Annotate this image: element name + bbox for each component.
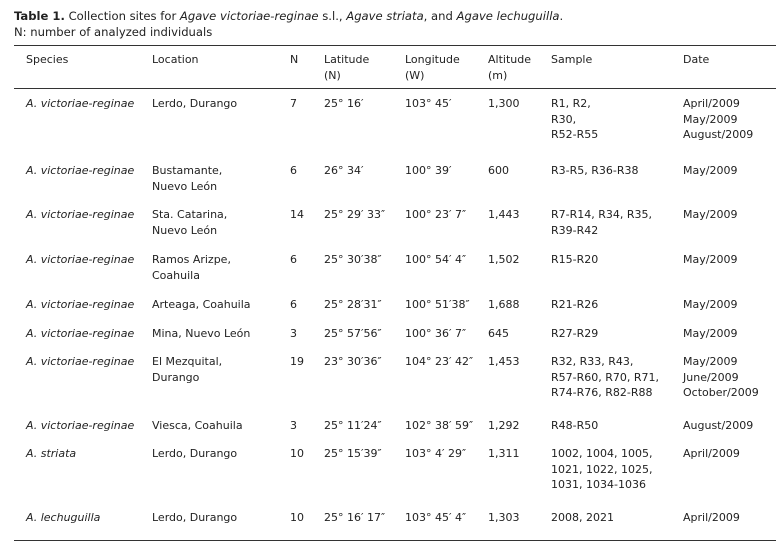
cell-latitude: 25° 11′24″ (324, 419, 382, 432)
cell-sample: R27-R29 (551, 327, 599, 340)
header-altitude: Altitude (m) (488, 53, 531, 82)
cell-date: April/2009 (683, 447, 740, 460)
cell-altitude: 1,300 (488, 97, 520, 110)
cell-location: El Mezquital, Durango (152, 355, 223, 384)
cell-species: A. victoriae-reginae (26, 355, 135, 368)
cell-altitude: 1,292 (488, 419, 520, 432)
cell-n: 7 (290, 97, 297, 110)
cell-location: Mina, Nuevo León (152, 327, 251, 340)
cell-latitude: 25° 30′38″ (324, 253, 382, 266)
cell-longitude: 103° 45′ (405, 97, 452, 110)
cell-sample: R32, R33, R43, R57-R60, R70, R71, R74-R76, R82-R88 (551, 355, 660, 399)
cell-latitude: 25° 16′ 17″ (324, 511, 386, 524)
cell-location: Bustamante, Nuevo León (152, 164, 223, 193)
cell-latitude: 25° 15′39″ (324, 447, 382, 460)
cell-altitude: 1,502 (488, 253, 520, 266)
cell-longitude: 104° 23′ 42″ (405, 355, 474, 368)
table-caption (14, 8, 563, 40)
cell-sample: R7-R14, R34, R35, R39-R42 (551, 208, 653, 237)
caption-text: s.l., (318, 9, 347, 23)
top-rule (14, 45, 776, 46)
cell-altitude: 1,303 (488, 511, 520, 524)
cell-species: A. striata (26, 447, 77, 460)
cell-latitude: 26° 34′ (324, 164, 364, 177)
cell-longitude: 100° 39′ (405, 164, 452, 177)
cell-altitude: 1,443 (488, 208, 520, 221)
cell-species: A. victoriae-reginae (26, 164, 135, 177)
cell-date: May/2009 (683, 298, 738, 311)
cell-sample: 2008, 2021 (551, 511, 614, 524)
cell-latitude: 25° 16′ (324, 97, 364, 110)
cell-altitude: 1,311 (488, 447, 520, 460)
cell-location: Lerdo, Durango (152, 447, 238, 460)
header-rule (14, 88, 776, 89)
caption-text: , and (423, 9, 457, 23)
cell-date: April/2009 May/2009 August/2009 (683, 97, 754, 141)
caption-species: Agave lechuguilla (456, 9, 560, 23)
cell-species: A. victoriae-reginae (26, 298, 135, 311)
cell-n: 19 (290, 355, 304, 368)
caption-species: Agave striata (346, 9, 424, 23)
header-latitude: Latitude (N) (324, 53, 370, 82)
caption-text: . (559, 9, 564, 23)
cell-sample: R21-R26 (551, 298, 599, 311)
cell-altitude: 1,688 (488, 298, 520, 311)
cell-date: May/2009 (683, 208, 738, 221)
cell-latitude: 25° 29′ 33″ (324, 208, 386, 221)
cell-location: Lerdo, Durango (152, 511, 238, 524)
cell-longitude: 100° 23′ 7″ (405, 208, 467, 221)
header-location: Location (152, 53, 199, 66)
cell-species: A. victoriae-reginae (26, 253, 135, 266)
header-sample: Sample (551, 53, 593, 66)
cell-sample: R3-R5, R36-R38 (551, 164, 639, 177)
header-n: N (290, 53, 299, 66)
cell-latitude: 25° 57′56″ (324, 327, 382, 340)
cell-longitude: 100° 51′38″ (405, 298, 470, 311)
cell-sample: R1, R2, R30, R52-R55 (551, 97, 599, 141)
cell-location: Ramos Arizpe, Coahuila (152, 253, 231, 282)
header-longitude: Longitude (W) (405, 53, 460, 82)
cell-location: Arteaga, Coahuila (152, 298, 251, 311)
cell-n: 6 (290, 298, 297, 311)
caption-text: Collection sites for (64, 9, 180, 23)
cell-date: May/2009 (683, 164, 738, 177)
header-species: Species (26, 53, 69, 66)
cell-species: A. victoriae-reginae (26, 208, 135, 221)
cell-altitude: 1,453 (488, 355, 520, 368)
cell-latitude: 25° 28′31″ (324, 298, 382, 311)
cell-date: May/2009 (683, 253, 738, 266)
cell-date: May/2009 (683, 327, 738, 340)
cell-species: A. victoriae-reginae (26, 419, 135, 432)
cell-sample: 1002, 1004, 1005, 1021, 1022, 1025, 1031, 1034-1036 (551, 447, 653, 491)
cell-species: A. victoriae-reginae (26, 327, 135, 340)
cell-latitude: 23° 30′36″ (324, 355, 382, 368)
cell-location: Lerdo, Durango (152, 97, 238, 110)
cell-location: Sta. Catarina, Nuevo León (152, 208, 228, 237)
caption-species: Agave victoriae-reginae (179, 9, 319, 23)
cell-date: May/2009 June/2009 October/2009 (683, 355, 759, 399)
cell-n: 14 (290, 208, 304, 221)
caption-footnote: N: number of analyzed individuals (14, 25, 213, 39)
cell-n: 3 (290, 327, 297, 340)
cell-longitude: 100° 36′ 7″ (405, 327, 467, 340)
caption-label: Table 1. (14, 9, 65, 23)
cell-n: 6 (290, 253, 297, 266)
cell-longitude: 103° 45′ 4″ (405, 511, 467, 524)
cell-date: August/2009 (683, 419, 754, 432)
caption-line (14, 8, 563, 24)
bottom-rule (14, 540, 776, 541)
cell-altitude: 600 (488, 164, 509, 177)
header-date: Date (683, 53, 710, 66)
cell-longitude: 103° 4′ 29″ (405, 447, 467, 460)
cell-n: 10 (290, 447, 304, 460)
cell-n: 6 (290, 164, 297, 177)
cell-date: April/2009 (683, 511, 740, 524)
cell-sample: R48-R50 (551, 419, 599, 432)
cell-location: Viesca, Coahuila (152, 419, 243, 432)
cell-n: 3 (290, 419, 297, 432)
cell-sample: R15-R20 (551, 253, 599, 266)
cell-longitude: 102° 38′ 59″ (405, 419, 474, 432)
cell-species: A. victoriae-reginae (26, 97, 135, 110)
cell-n: 10 (290, 511, 304, 524)
cell-species: A. lechuguilla (26, 511, 101, 524)
cell-altitude: 645 (488, 327, 509, 340)
cell-longitude: 100° 54′ 4″ (405, 253, 467, 266)
